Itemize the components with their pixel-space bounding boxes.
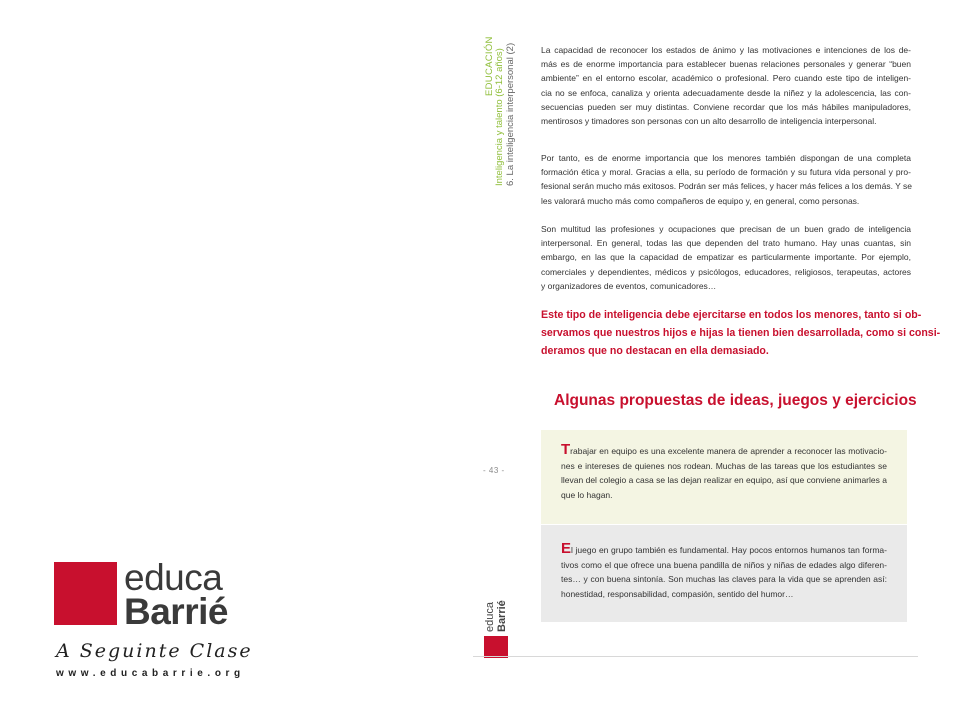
brand-name-educa: educa <box>124 557 223 598</box>
drop-cap: T <box>561 441 571 458</box>
footer-rule <box>473 656 918 657</box>
text-line: Por tanto, es de enorme importancia que los menores también dispongan de una completa <box>541 153 911 163</box>
section-heading: Algunas propuestas de ideas, juegos y ejercicios <box>554 392 917 409</box>
text-line: comerciales y dependientes, médicos y psicólogos, educadores, religiosos, terapeutas, actores <box>541 266 911 277</box>
text-line: más es de enorme importancia para establecer buenas relaciones personales y generar “buen <box>541 59 911 70</box>
text-line: l juego en grupo también es fundamental. Hay pocos entornos humanos tan forma- <box>571 545 887 555</box>
drop-cap: E <box>561 540 572 557</box>
text-line: La capacidad de reconocer los estados de ánimo y las motivaciones e intenciones de los de- <box>541 45 911 55</box>
text-line: embargo, en las que la capacidad de empatizar es particularmente importante. Por ejemplo, <box>541 252 911 263</box>
highlight-paragraph <box>541 306 941 360</box>
highlight-line: Este tipo de inteligencia debe ejercitarse en todos los menores, tanto si ob- <box>541 309 922 321</box>
text-line: cia no se enfoca, canaliza y orienta adecuadamente desde la niñez y la adolescencia, las con- <box>541 87 911 98</box>
paragraph-1 <box>541 43 911 128</box>
paragraph-2 <box>541 151 911 208</box>
section-label: EDUCACIÓN <box>484 36 495 96</box>
brand-tagline: A Seguinte Clase <box>56 640 253 662</box>
text-line: y organizadores de eventos, comunicadores… <box>541 280 717 291</box>
text-line: Son multitud las profesiones y ocupaciones que precisan de un buen grado de inteligencia <box>541 224 911 234</box>
text-line: fesional serán mucho más exitosos. Podrán ser más felices, y hacer más felices a los demás. Y se <box>541 181 913 192</box>
proposal-text <box>561 540 887 602</box>
text-line: les valorará mucho más como compañeros de equipo y, en general, como personas. <box>541 195 860 206</box>
highlight-line: servamos que nuestros hijos e hijas la tienen bien desarrollada, como si consi- <box>541 327 941 339</box>
page-number: - 43 - <box>483 466 505 475</box>
subsection-label: Inteligencia y talento (6-12 años) <box>494 48 505 186</box>
text-line: llevan del colegio a casa se las dejan realizar en equipo, así que conviene animarles a <box>561 475 887 486</box>
text-line: tes… y con buena sintonía. Son muchas las claves para la vida que se aprenden así: <box>561 574 887 585</box>
brand-website: www.educabarrie.org <box>56 668 245 679</box>
text-line: tivos como el que ofrece una buena pandilla de niños y niñas de edades algo diferen- <box>561 559 887 570</box>
brand-logo-square <box>54 562 117 625</box>
text-line: nes e intereses de quienes nos rodean. Muchas de las tareas que los estudiantes se <box>561 460 887 471</box>
text-line: rabajar en equipo es una excelente manera de aprender a reconocer las motivacio- <box>570 446 887 456</box>
footer-logo-square <box>484 636 508 658</box>
text-line: honestidad, responsabilidad, compasión, sentido del humor… <box>561 589 794 600</box>
text-line: secuencias pueden ser muy distintas. Conviene recordar que los más hábiles manipuladores, <box>541 101 911 112</box>
highlight-line: deramos que no destacan en ella demasiado. <box>541 345 769 357</box>
text-line: que lo hagan. <box>561 490 613 501</box>
proposal-box-1 <box>541 430 907 524</box>
proposal-text <box>561 441 887 503</box>
footer-logo-word-2: Barrié <box>496 600 508 632</box>
paragraph-3 <box>541 222 911 293</box>
proposal-box-2 <box>541 525 907 622</box>
text-line: formación ética y moral. Gracias a ella, su período de formación y su futura vida personal y pro- <box>541 167 911 178</box>
brand-name-barrie: Barrié <box>124 591 228 632</box>
text-line: interpersonal. En general, todas las que dependen del trato humano. Hay unas cuantas, sin <box>541 238 911 249</box>
chapter-label: 6. La inteligencia interpersonal (2) <box>505 42 516 186</box>
text-line: mentirosos y timadores son personas con un alto desarrollo de inteligencia interpersonal. <box>541 116 877 127</box>
text-line: ambiente” en el entorno escolar, académico o profesional. Pero cuando este tipo de inteligen- <box>541 73 911 84</box>
footer-logo <box>484 600 508 632</box>
footer-logo-word-1: educa <box>484 602 496 632</box>
